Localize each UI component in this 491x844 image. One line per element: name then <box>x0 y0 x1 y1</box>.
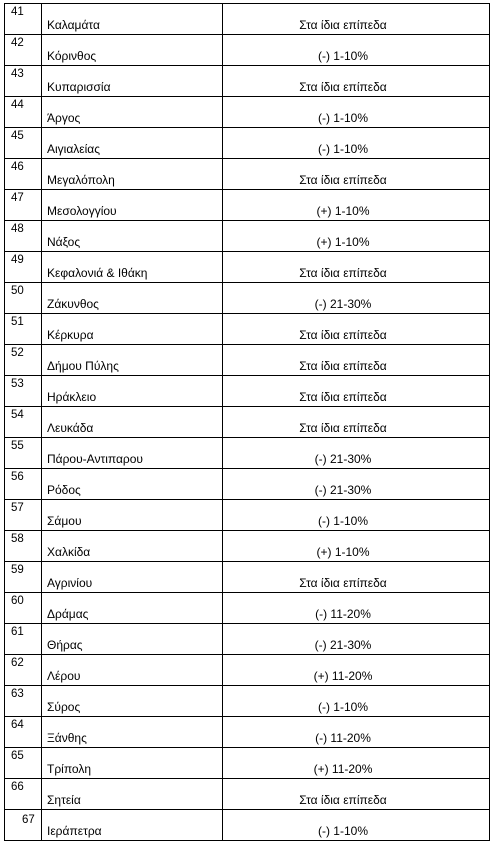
table-row <box>5 252 490 283</box>
area-name: Κεφαλονιά & Ιθάκη <box>47 266 148 280</box>
row-number-cell <box>5 159 42 190</box>
area-name: Σητεία <box>47 793 81 807</box>
row-number-cell <box>5 190 42 221</box>
price-change-value: Στα ίδια επίπεδα <box>299 359 387 373</box>
area-name-cell <box>42 159 223 190</box>
price-change-cell <box>223 190 490 221</box>
area-name: Ιεράπετρα <box>47 824 102 838</box>
price-change-value: (+) 1-10% <box>316 235 370 249</box>
price-change-value: (-) 21-30% <box>314 452 372 466</box>
table-row <box>5 97 490 128</box>
area-name: Δήμου Πύλης <box>47 359 119 373</box>
area-name-cell <box>42 283 223 314</box>
price-change-value: (-) 21-30% <box>314 297 372 311</box>
price-change-value: (+) 11-20% <box>313 669 373 683</box>
row-number: 44 <box>11 99 24 111</box>
price-change-cell <box>223 283 490 314</box>
area-name-cell <box>42 438 223 469</box>
area-name: Χαλκίδα <box>47 545 91 559</box>
row-number-cell <box>5 779 42 810</box>
area-name: Ηράκλειο <box>47 390 97 404</box>
area-name-cell <box>42 779 223 810</box>
price-change-cell <box>223 252 490 283</box>
area-name: Κέρκυρα <box>47 328 94 342</box>
price-change-value: (-) 21-30% <box>314 638 372 652</box>
price-change-cell <box>223 624 490 655</box>
area-name: Νάξος <box>47 235 81 249</box>
row-number-cell <box>5 469 42 500</box>
price-change-value: Στα ίδια επίπεδα <box>299 576 387 590</box>
price-change-value: (+) 1-10% <box>316 545 370 559</box>
table-row <box>5 624 490 655</box>
row-number-cell <box>5 531 42 562</box>
price-change-cell <box>223 4 490 35</box>
area-name: Λευκάδα <box>47 421 94 435</box>
price-change-cell <box>223 655 490 686</box>
price-change-cell <box>223 35 490 66</box>
price-change-value: Στα ίδια επίπεδα <box>299 421 387 435</box>
table-row <box>5 593 490 624</box>
table-row <box>5 128 490 159</box>
row-number-cell <box>5 128 42 159</box>
area-name: Αγρινίου <box>47 576 93 590</box>
price-change-cell <box>223 66 490 97</box>
table-row <box>5 562 490 593</box>
table-row <box>5 221 490 252</box>
area-name-cell <box>42 345 223 376</box>
row-number: 65 <box>11 750 24 762</box>
price-change-value: Στα ίδια επίπεδα <box>299 173 387 187</box>
area-name-cell <box>42 35 223 66</box>
price-change-value: Στα ίδια επίπεδα <box>299 266 387 280</box>
price-change-value: Στα ίδια επίπεδα <box>299 328 387 342</box>
row-number-cell <box>5 810 42 841</box>
table-row <box>5 190 490 221</box>
price-change-cell <box>223 686 490 717</box>
row-number: 45 <box>11 130 24 142</box>
price-change-cell <box>223 810 490 841</box>
row-number-cell <box>5 66 42 97</box>
row-number-cell <box>5 97 42 128</box>
area-name: Άργος <box>47 111 81 125</box>
area-name: Ζάκυνθος <box>47 297 99 311</box>
price-change-value: (-) 1-10% <box>317 49 368 63</box>
row-number-cell <box>5 314 42 345</box>
price-change-cell <box>223 438 490 469</box>
area-name-cell <box>42 717 223 748</box>
price-change-cell <box>223 376 490 407</box>
price-change-value: Στα ίδια επίπεδα <box>299 80 387 94</box>
price-change-value: (-) 1-10% <box>317 514 368 528</box>
area-name-cell <box>42 190 223 221</box>
area-name: Κόρινθος <box>47 49 97 63</box>
row-number-cell <box>5 221 42 252</box>
row-number-cell <box>5 624 42 655</box>
area-name: Σύρος <box>47 700 81 714</box>
row-number: 67 <box>22 814 35 826</box>
price-change-cell <box>223 779 490 810</box>
table-row <box>5 66 490 97</box>
area-name-cell <box>42 748 223 779</box>
price-change-value: (-) 11-20% <box>315 607 371 621</box>
price-change-value: (-) 11-20% <box>315 731 371 745</box>
area-name-cell <box>42 314 223 345</box>
row-number-cell <box>5 686 42 717</box>
area-name: Σάμου <box>47 514 82 528</box>
row-number-cell <box>5 283 42 314</box>
area-name-cell <box>42 128 223 159</box>
table-row <box>5 4 490 35</box>
area-name-cell <box>42 97 223 128</box>
price-change-cell <box>223 159 490 190</box>
table-row <box>5 407 490 438</box>
row-number-cell <box>5 376 42 407</box>
row-number: 62 <box>11 657 24 669</box>
area-name-cell <box>42 531 223 562</box>
price-change-value: (-) 1-10% <box>317 700 368 714</box>
area-name: Δράμας <box>47 607 89 621</box>
area-name-cell <box>42 686 223 717</box>
row-number-cell <box>5 717 42 748</box>
table-row <box>5 655 490 686</box>
row-number: 49 <box>11 254 24 266</box>
area-name: Κυπαρισσία <box>47 80 111 94</box>
price-change-cell <box>223 562 490 593</box>
row-number: 61 <box>11 626 24 638</box>
price-change-cell <box>223 97 490 128</box>
row-number: 66 <box>11 781 24 793</box>
row-number-cell <box>5 345 42 376</box>
area-name-cell <box>42 221 223 252</box>
row-number-cell <box>5 35 42 66</box>
area-name-cell <box>42 66 223 97</box>
price-change-table <box>4 3 490 841</box>
row-number: 53 <box>11 378 24 390</box>
table-row <box>5 686 490 717</box>
area-name: Λέρου <box>47 669 81 683</box>
price-change-cell <box>223 314 490 345</box>
table-row <box>5 438 490 469</box>
table-row <box>5 779 490 810</box>
row-number: 63 <box>11 688 24 700</box>
price-change-value: (-) 1-10% <box>317 111 368 125</box>
price-change-value: Στα ίδια επίπεδα <box>299 390 387 404</box>
table-row <box>5 500 490 531</box>
area-name: Μεγαλόπολη <box>47 173 115 187</box>
row-number: 56 <box>11 471 24 483</box>
row-number-cell <box>5 500 42 531</box>
row-number: 48 <box>11 223 24 235</box>
price-change-cell <box>223 128 490 159</box>
price-change-cell <box>223 345 490 376</box>
row-number-cell <box>5 4 42 35</box>
table-row <box>5 283 490 314</box>
price-change-cell <box>223 469 490 500</box>
row-number-cell <box>5 438 42 469</box>
row-number: 50 <box>11 285 24 297</box>
row-number: 64 <box>11 719 24 731</box>
row-number: 57 <box>11 502 24 514</box>
price-change-cell <box>223 221 490 252</box>
area-name: Καλαμάτα <box>47 18 100 32</box>
row-number-cell <box>5 407 42 438</box>
row-number: 60 <box>11 595 24 607</box>
area-name-cell <box>42 252 223 283</box>
row-number: 55 <box>11 440 24 452</box>
table-row <box>5 345 490 376</box>
area-name-cell <box>42 593 223 624</box>
row-number-cell <box>5 655 42 686</box>
price-change-value: Στα ίδια επίπεδα <box>299 18 387 32</box>
row-number: 52 <box>11 347 24 359</box>
table-row <box>5 376 490 407</box>
price-change-cell <box>223 717 490 748</box>
row-number: 51 <box>11 316 24 328</box>
price-change-value: (+) 1-10% <box>316 204 370 218</box>
area-name-cell <box>42 469 223 500</box>
area-name-cell <box>42 4 223 35</box>
row-number: 54 <box>11 409 24 421</box>
area-name-cell <box>42 655 223 686</box>
table-row <box>5 469 490 500</box>
table-row <box>5 717 490 748</box>
table-row <box>5 314 490 345</box>
row-number: 59 <box>11 564 24 576</box>
area-name: Τρίπολη <box>47 762 92 776</box>
row-number: 58 <box>11 533 24 545</box>
price-change-value: (-) 21-30% <box>314 483 372 497</box>
row-number: 47 <box>11 192 24 204</box>
area-name: Αιγιαλείας <box>47 142 101 156</box>
price-change-value: (+) 11-20% <box>313 762 373 776</box>
price-change-cell <box>223 593 490 624</box>
row-number: 46 <box>11 161 24 173</box>
area-name-cell <box>42 500 223 531</box>
area-name: Μεσολογγίου <box>47 204 117 218</box>
table-row <box>5 810 490 841</box>
row-number: 41 <box>11 6 24 18</box>
table-row <box>5 35 490 66</box>
price-change-value: (-) 1-10% <box>317 824 368 838</box>
row-number-cell <box>5 252 42 283</box>
price-change-value: Στα ίδια επίπεδα <box>299 793 387 807</box>
price-change-cell <box>223 407 490 438</box>
row-number: 43 <box>11 68 24 80</box>
price-change-value: (-) 1-10% <box>317 142 368 156</box>
row-number-cell <box>5 748 42 779</box>
row-number: 42 <box>11 37 24 49</box>
price-change-cell <box>223 500 490 531</box>
table-row <box>5 748 490 779</box>
area-name-cell <box>42 562 223 593</box>
table-row <box>5 159 490 190</box>
area-name: Πάρου-Αντιπαρου <box>47 452 143 466</box>
area-name-cell <box>42 624 223 655</box>
area-name-cell <box>42 407 223 438</box>
area-name: Ρόδος <box>47 483 81 497</box>
table-body <box>5 4 490 841</box>
price-change-cell <box>223 748 490 779</box>
row-number-cell <box>5 562 42 593</box>
table-row <box>5 531 490 562</box>
area-name-cell <box>42 376 223 407</box>
area-name: Θήρας <box>47 638 83 652</box>
row-number-cell <box>5 593 42 624</box>
area-name-cell <box>42 810 223 841</box>
area-name: Ξάνθης <box>47 731 87 745</box>
price-change-cell <box>223 531 490 562</box>
